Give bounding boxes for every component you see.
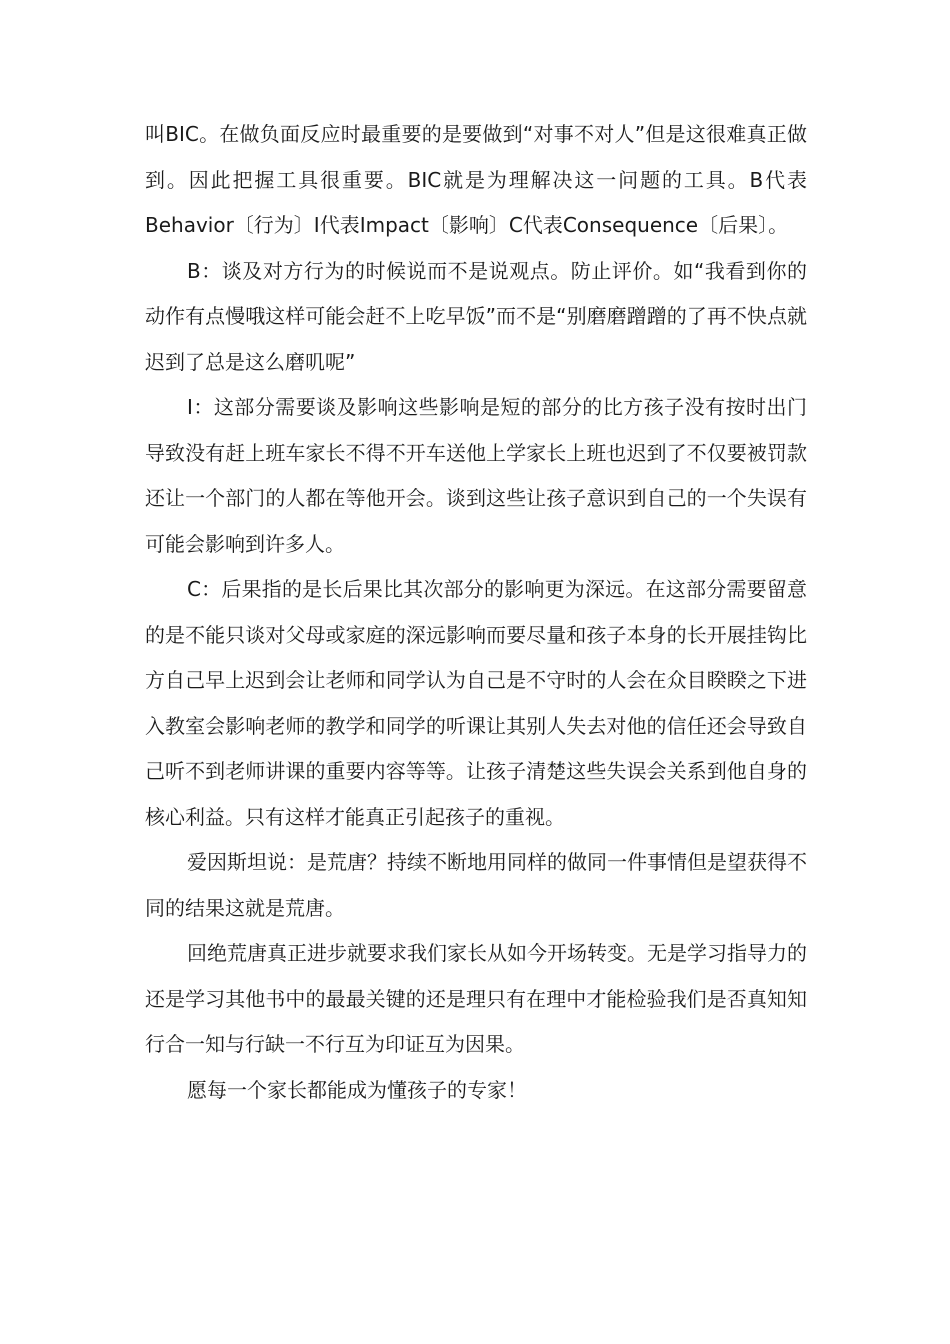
- paragraph-b-behavior: B：谈及对方行为的时候说而不是说观点。防止评价。如“我看到你的动作有点慢哦这样可能会赶不上吃早饭”而不是“别磨磨蹭蹭的了再不快点就迟到了总是这么磨叽呢”: [145, 258, 807, 374]
- paragraph-i-impact: I：这部分需要谈及影响这些影响是短的部分的比方孩子没有按时出门导致没有赶上班车家长不得不开车送他上学家长上班也迟到了不仅要被罚款还让一个部门的人都在等他开会。谈到这些让孩子意识到自己的一个失误有可能会影响到许多人。: [145, 395, 807, 556]
- document-body: [145, 112, 807, 1113]
- paragraph-einstein-quote: 爱因斯坦说：是荒唐？持续不断地用同样的做同一件事情但是望获得不同的结果这就是荒唐。: [145, 850, 807, 920]
- paragraph-bic-intro: 叫BIC。在做负面反应时最重要的是要做到“对事不对人”但是这很难真正做到。因此把握工具很重要。BIC就是为理解决这一问题的工具。B代表Behavior〔行为〕I代表Impact〔影响〕C代表Consequence〔后果〕。: [145, 122, 807, 237]
- paragraph-closing-wish: 愿每一个家长都能成为懂孩子的专家！: [187, 1077, 527, 1102]
- paragraph-c-consequence: C：后果指的是长后果比其次部分的影响更为深远。在这部分需要留意的是不能只谈对父母或家庭的深远影响而要尽量和孩子本身的长开展挂钩比方自己早上迟到会让老师和同学认为自己是不守时的人会在众目睽睽之下进入教室会影响老师的教学和同学的听课让其别人失去对他的信任还会导致自己听不到老师讲课的重要内容等等。让孩子清楚这些失误会关系到他自身的核心利益。只有这样才能真正引起孩子的重视。: [145, 577, 807, 829]
- paragraph-reject-absurdity: 回绝荒唐真正进步就要求我们家长从如今开场转变。无是学习指导力的还是学习其他书中的最最关键的还是理只有在理中才能检验我们是否真知知行合一知与行缺一不行互为印证互为因果。: [145, 941, 807, 1056]
